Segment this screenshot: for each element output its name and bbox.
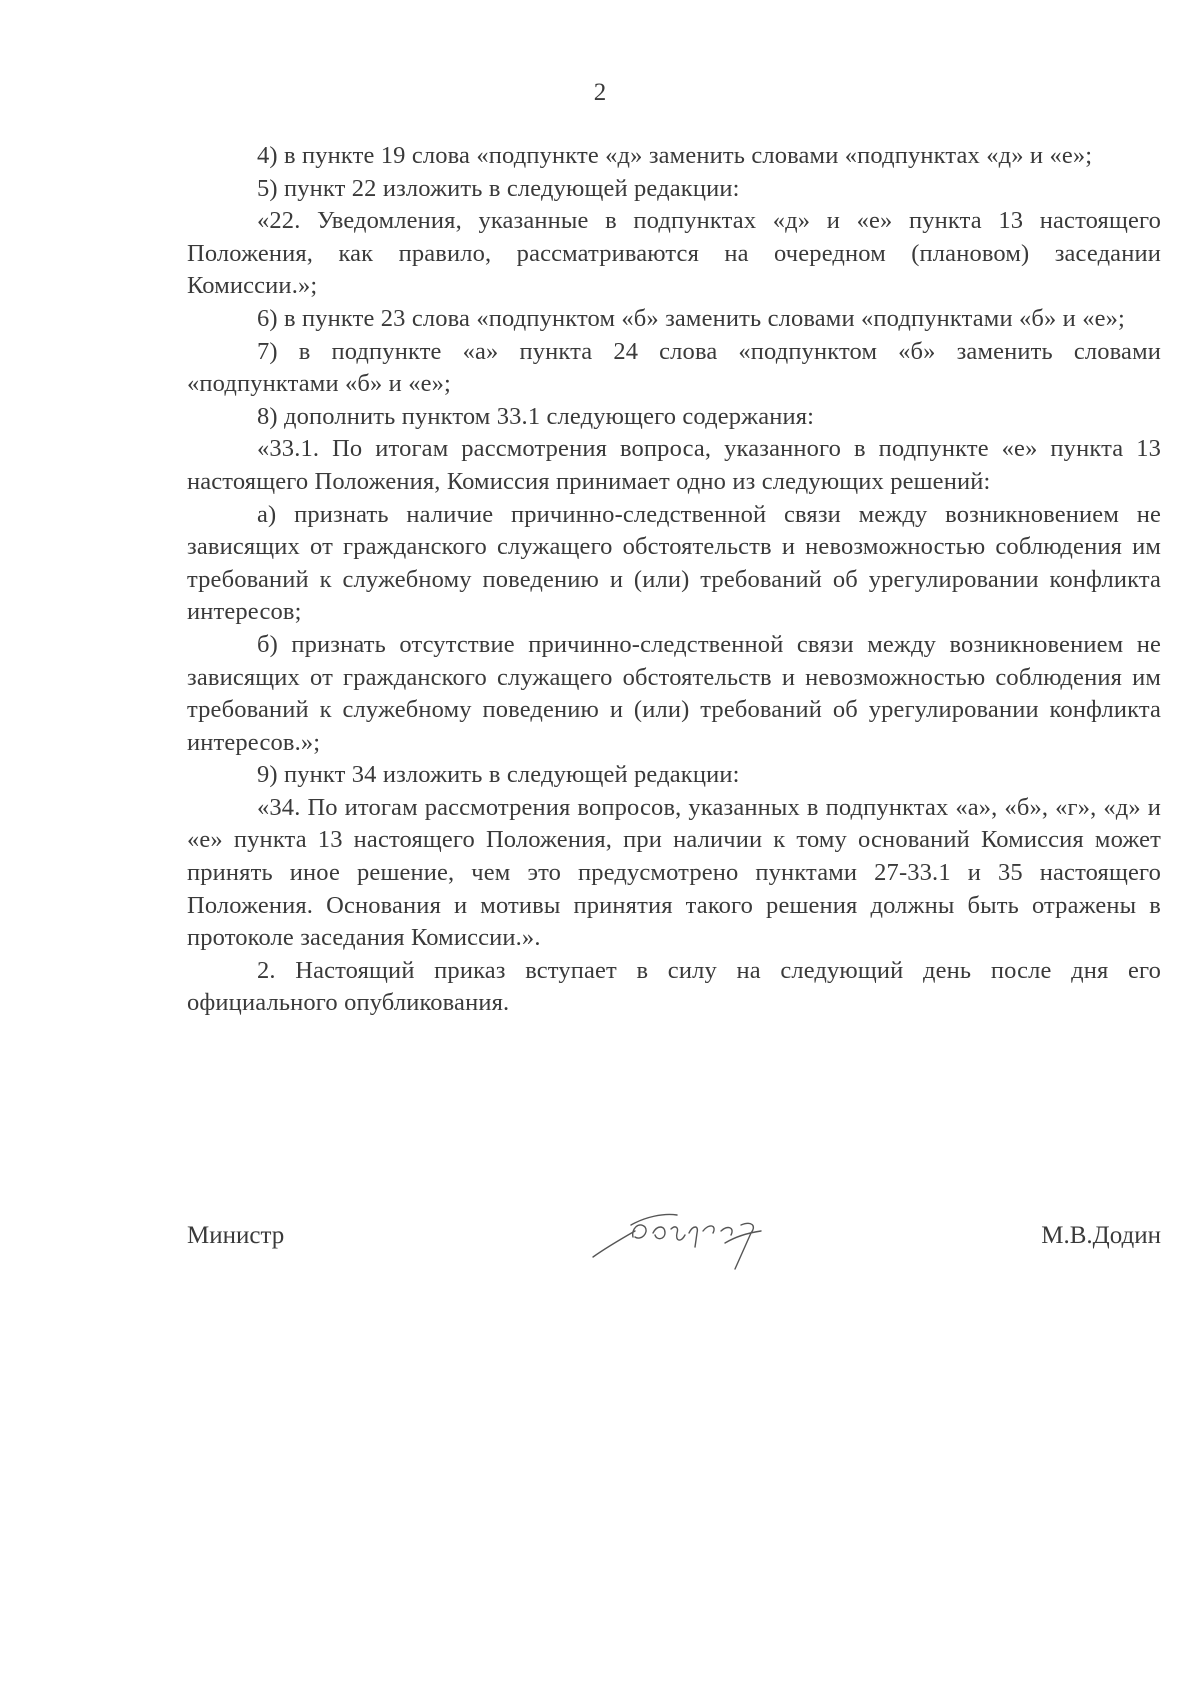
paragraph-quote-22: «22. Уведомления, указанные в подпунктах «д» и «е» пункта 13 настоящего Положения, как правило, рассматриваются на очередном (плановом) заседании Комиссии.»;: [187, 207, 1161, 300]
paragraph-quote-33-1: «33.1. По итогам рассмотрения вопроса, указанного в подпункте «е» пункта 13 настоящего Положения, Комиссия принимает одно из следующих решений:: [187, 435, 1161, 495]
page-number: 2: [593, 79, 607, 106]
paragraph-effective-date: 2. Настоящий приказ вступает в силу на следующий день после дня его официального опубликования.: [187, 956, 1161, 1017]
paragraph-item-9: 9) пункт 34 изложить в следующей редакции:: [257, 761, 740, 789]
paragraph-item-7: 7) в подпункте «а» пункта 24 слова «подпунктом «б» заменить словами «подпунктами «б» и «е»;: [187, 337, 1161, 398]
signatory-title: Министр: [187, 1222, 285, 1249]
paragraph-quote-34: «34. По итогам рассмотрения вопросов, указанных в подпунктах «а», «б», «г», «д» и «е» пункта 13 настоящего Положения, при наличии к тому оснований Комиссия может принять иное решение, чем это предусмотрено пунктами 27-33.1 и 35 настоящего Положения. Основания и мотивы принятия такого решения должны быть отражены в протоколе заседания Комиссии.».: [187, 793, 1161, 952]
paragraph-subitem-b: б) признать отсутствие причинно-следственной связи между возникновением не зависящих от гражданского служащего обстоятельств и невозможностью соблюдения им требований к служебному поведению и (или) требований об урегулировании конфликта интересов.»;: [187, 630, 1161, 756]
signatory-name: М.В.Додин: [1041, 1222, 1161, 1249]
document-body: [187, 140, 1161, 1020]
signature-block: [187, 1215, 1161, 1275]
paragraph-item-4: 4) в пункте 19 слова «подпункте «д» заменить словами «подпунктах «д» и «е»;: [257, 142, 1093, 169]
handwritten-signature-icon: [585, 1203, 775, 1275]
paragraph-item-6: 6) в пункте 23 слова «подпунктом «б» заменить словами «подпунктами «б» и «е»;: [257, 304, 1125, 332]
paragraph-item-5: 5) пункт 22 изложить в следующей редакции:: [257, 174, 740, 202]
paragraph-item-8: 8) дополнить пунктом 33.1 следующего содержания:: [257, 402, 815, 430]
paragraph-subitem-a: а) признать наличие причинно-следственной связи между возникновением не зависящих от гражданского служащего обстоятельств и невозможностью соблюдения им требований к служебному поведению и (или) требований об урегулировании конфликта интересов;: [187, 500, 1161, 626]
